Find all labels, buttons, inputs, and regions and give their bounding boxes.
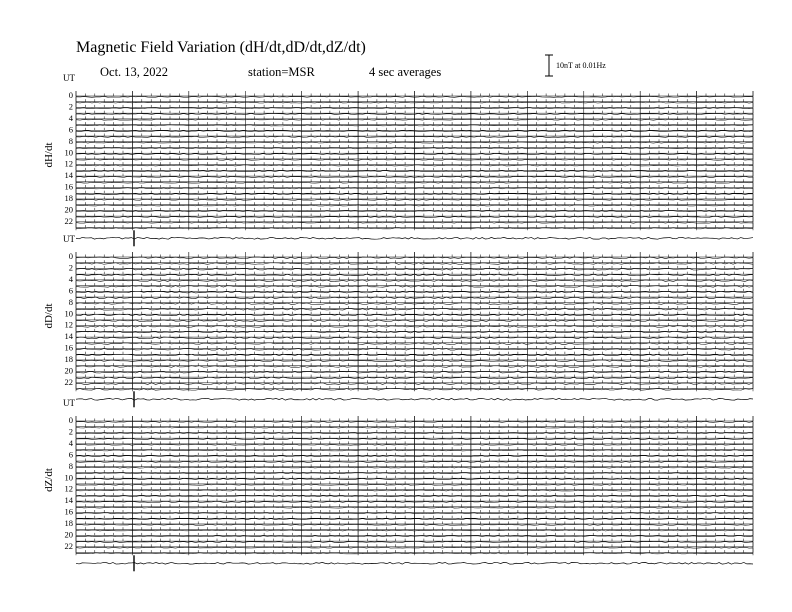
hour-label: 14 (64, 495, 73, 506)
hour-label: 10 (64, 472, 73, 483)
averaging-label: 4 sec averages (369, 65, 442, 79)
hour-label: 6 (68, 449, 73, 460)
panel-3 (43, 398, 753, 571)
hour-label: 16 (64, 342, 73, 353)
hour-label: 12 (64, 158, 73, 169)
panel-ylabel: dZ/dt (43, 468, 55, 492)
hour-label: 2 (68, 426, 73, 437)
trace-line (76, 237, 753, 239)
hour-label: 18 (64, 193, 73, 204)
panel-1 (43, 73, 753, 246)
trace-line (76, 398, 753, 400)
hour-label: 12 (64, 319, 73, 330)
ut-label: UT (63, 234, 75, 244)
hour-label: 20 (64, 529, 73, 540)
hour-label: 18 (64, 354, 73, 365)
ut-label: UT (63, 398, 75, 408)
hour-label: 20 (64, 365, 73, 376)
hour-label: 4 (68, 112, 73, 123)
hour-label: 6 (68, 124, 73, 135)
hour-label: 12 (64, 483, 73, 494)
hour-label: 6 (68, 285, 73, 296)
hour-label: 22 (64, 540, 73, 551)
hour-label: 4 (68, 273, 73, 284)
trace-line (76, 562, 753, 564)
hour-label: 16 (64, 181, 73, 192)
hour-label: 20 (64, 204, 73, 215)
hour-label: 22 (64, 376, 73, 387)
hour-label: 4 (68, 437, 73, 448)
hour-label: 10 (64, 308, 73, 319)
ut-label: UT (63, 73, 75, 83)
panel-ylabel: dH/dt (43, 142, 55, 168)
hour-label: 10 (64, 147, 73, 158)
hour-label: 8 (68, 460, 73, 471)
hour-label: 2 (68, 101, 73, 112)
hour-label: 14 (64, 170, 73, 181)
chart-title: Magnetic Field Variation (dH/dt,dD/dt,dZ/dt) (76, 39, 366, 56)
station-label: station=MSR (248, 65, 315, 79)
hour-label: 8 (68, 296, 73, 307)
date-label: Oct. 13, 2022 (100, 65, 169, 79)
hour-label: 0 (68, 415, 73, 425)
hour-label: 18 (64, 518, 73, 529)
hour-label: 0 (68, 90, 73, 100)
hour-label: 16 (64, 506, 73, 517)
hour-label: 22 (64, 215, 73, 226)
hour-label: 2 (68, 262, 73, 273)
panel-2 (43, 234, 753, 407)
hour-label: 0 (68, 251, 73, 261)
panel-ylabel: dD/dt (43, 303, 55, 329)
scale-label: 10nT at 0.01Hz (556, 61, 606, 70)
hour-label: 14 (64, 331, 73, 342)
hour-label: 8 (68, 135, 73, 146)
